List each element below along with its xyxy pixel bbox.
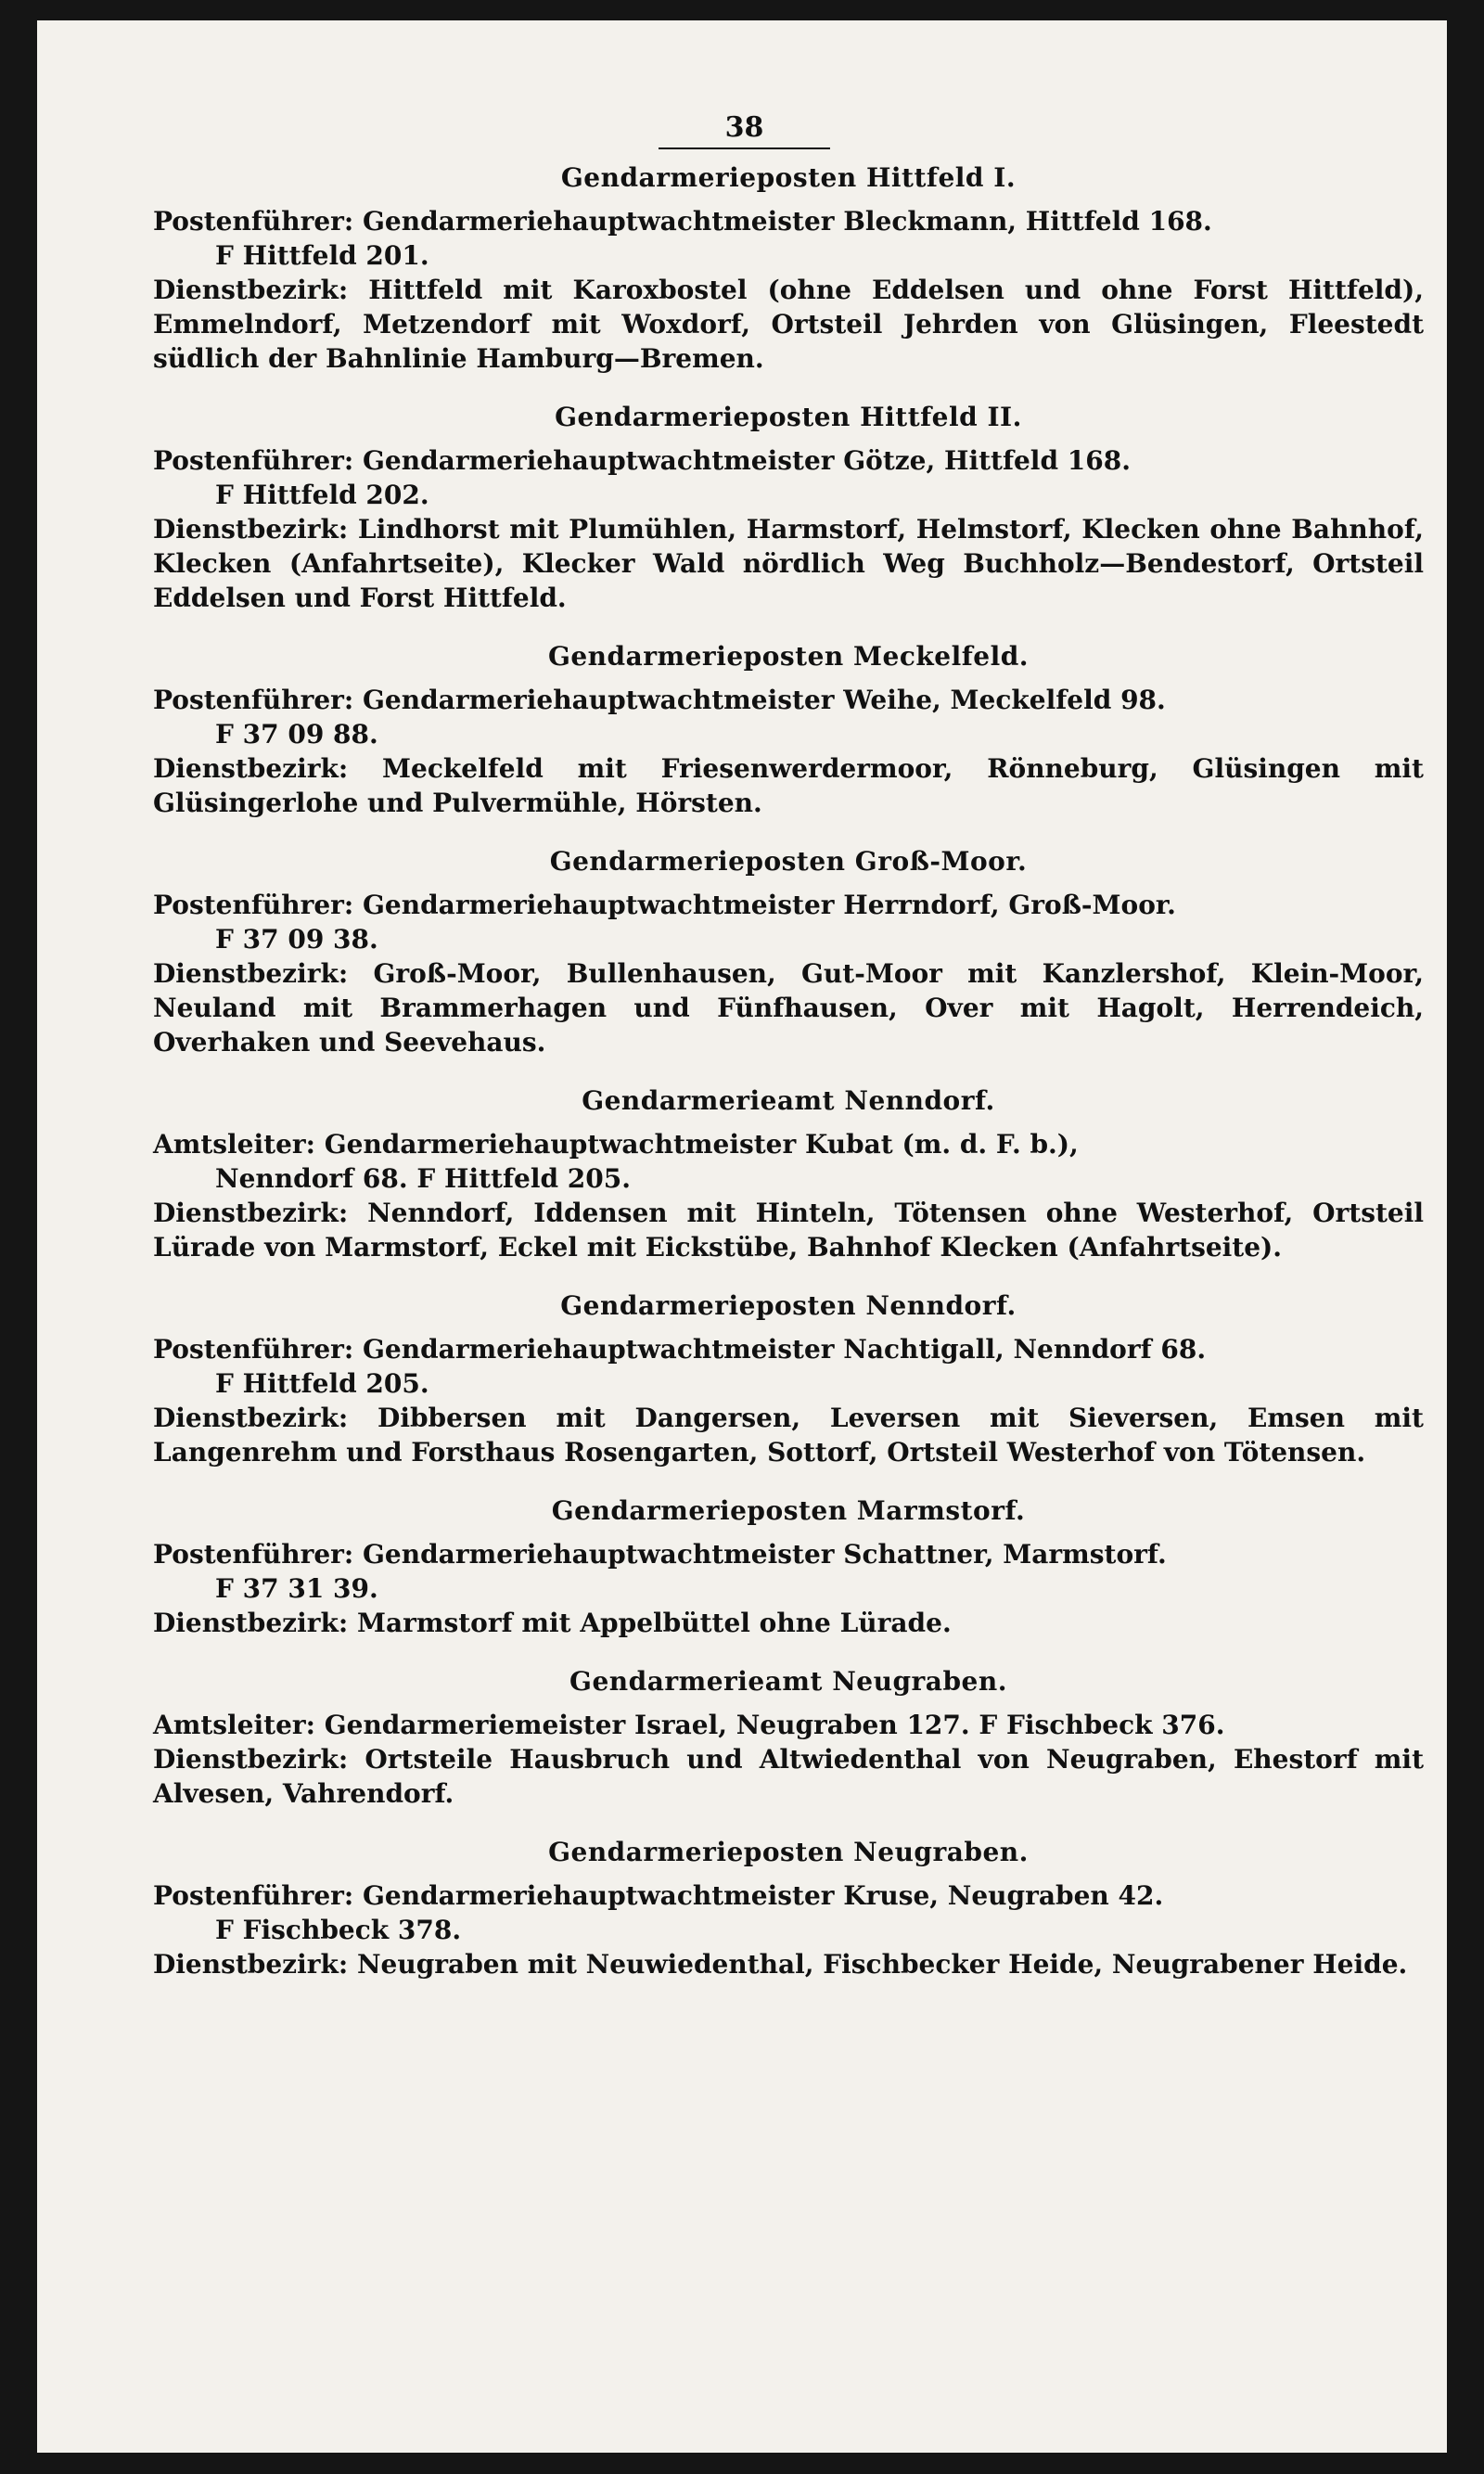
section-nenndorf-posten xyxy=(153,1290,1424,1469)
phone-line: F Fischbeck 378. xyxy=(215,1915,462,1945)
leader-line: Postenführer: Gendarmeriehauptwachtmeister Nachtigall, Nenndorf 68. xyxy=(153,1334,1207,1365)
section-meckelfeld xyxy=(153,641,1424,820)
phone-line: F Hittfeld 205. xyxy=(215,1368,429,1399)
page-number: 38 xyxy=(65,111,1424,149)
district-line: Dienstbezirk: Neugraben mit Neuwiedenthal, Fischbecker Heide, Neugrabener Heide. xyxy=(153,1949,1408,1980)
district-line: Dienstbezirk: Lindhorst mit Plumühlen, Harmstorf, Helmstorf, Klecken ohne Bahnhof, Klecken (Anfahrtseite), Klecker Wald nördlich Weg Buchholz—Bendestorf, Ortsteil Eddelsen und Forst Hittfeld. xyxy=(153,514,1424,613)
phone-line: F 37 09 38. xyxy=(215,924,378,955)
phone-line: F 37 31 39. xyxy=(215,1573,378,1604)
district-line: Dienstbezirk: Nenndorf, Iddensen mit Hinteln, Tötensen ohne Westerhof, Ortsteil Lürade von Marmstorf, Eckel mit Eickstübe, Bahnhof Klecken (Anfahrtseite). xyxy=(153,1198,1424,1263)
section-heading: Gendarmerieposten Neugraben. xyxy=(548,1837,1029,1867)
district-line: Dienstbezirk: Meckelfeld mit Friesenwerdermoor, Rönneburg, Glüsingen mit Glüsingerlohe und Pulvermühle, Hörsten. xyxy=(153,753,1424,818)
leader-line: Postenführer: Gendarmeriehauptwachtmeister Bleckmann, Hittfeld 168. xyxy=(153,206,1212,237)
section-heading: Gendarmerieposten Hittfeld II. xyxy=(555,402,1022,432)
leader-line: Postenführer: Gendarmeriehauptwachtmeister Herrndorf, Groß-Moor. xyxy=(153,890,1176,920)
leader-line: Amtsleiter: Gendarmeriehauptwachtmeister Kubat (m. d. F. b.), xyxy=(153,1129,1079,1160)
phone-line: Nenndorf 68. F Hittfeld 205. xyxy=(215,1163,631,1194)
district-line: Dienstbezirk: Dibbersen mit Dangersen, Leversen mit Sieversen, Emsen mit Langenrehm und Forsthaus Rosengarten, Sottorf, Ortsteil Westerhof von Tötensen. xyxy=(153,1403,1424,1468)
section-heading: Gendarmerieamt Neugraben. xyxy=(569,1666,1007,1697)
district-line: Dienstbezirk: Ortsteile Hausbruch und Altwiedenthal von Neugraben, Ehestorf mit Alvesen, Vahrendorf. xyxy=(153,1744,1424,1809)
leader-line: Postenführer: Gendarmeriehauptwachtmeister Weihe, Meckelfeld 98. xyxy=(153,685,1166,715)
section-heading: Gendarmerieposten Groß-Moor. xyxy=(549,846,1028,877)
leader-line: Amtsleiter: Gendarmeriemeister Israel, Neugraben 127. F Fischbeck 376. xyxy=(153,1710,1225,1740)
document-page xyxy=(37,20,1447,2453)
section-heading: Gendarmerieposten Marmstorf. xyxy=(551,1495,1026,1526)
section-gross-moor xyxy=(153,846,1424,1059)
leader-line: Postenführer: Gendarmeriehauptwachtmeister Schattner, Marmstorf. xyxy=(153,1539,1167,1570)
phone-line: F Hittfeld 202. xyxy=(215,480,429,510)
page-content xyxy=(153,111,1424,1981)
leader-line: Postenführer: Gendarmeriehauptwachtmeister Götze, Hittfeld 168. xyxy=(153,445,1131,476)
section-hittfeld-1 xyxy=(153,162,1424,376)
leader-line: Postenführer: Gendarmeriehauptwachtmeister Kruse, Neugraben 42. xyxy=(153,1880,1164,1911)
phone-line: F Hittfeld 201. xyxy=(215,240,429,271)
section-hittfeld-2 xyxy=(153,402,1424,615)
section-nenndorf-amt xyxy=(153,1085,1424,1264)
phone-line: F 37 09 88. xyxy=(215,719,378,750)
section-heading: Gendarmerieamt Nenndorf. xyxy=(582,1085,995,1116)
section-heading: Gendarmerieposten Nenndorf. xyxy=(560,1290,1017,1321)
section-neugraben-amt xyxy=(153,1666,1424,1811)
district-line: Dienstbezirk: Hittfeld mit Karoxbostel (ohne Eddelsen und ohne Forst Hittfeld), Emmelndorf, Metzendorf mit Woxdorf, Ortsteil Jehrden von Glüsingen, Fleestedt südlich der Bahnlinie Hamburg—Bremen. xyxy=(153,275,1424,374)
section-heading: Gendarmerieposten Meckelfeld. xyxy=(547,641,1030,672)
district-line: Dienstbezirk: Groß-Moor, Bullenhausen, Gut-Moor mit Kanzlershof, Klein-Moor, Neuland mit Brammerhagen und Fünfhausen, Over mit Hagolt, Herrendeich, Overhaken und Seevehaus. xyxy=(153,958,1424,1058)
section-neugraben-posten xyxy=(153,1837,1424,1981)
section-marmstorf xyxy=(153,1495,1424,1640)
district-line: Dienstbezirk: Marmstorf mit Appelbüttel ohne Lürade. xyxy=(153,1608,952,1638)
section-heading: Gendarmerieposten Hittfeld I. xyxy=(560,162,1017,193)
